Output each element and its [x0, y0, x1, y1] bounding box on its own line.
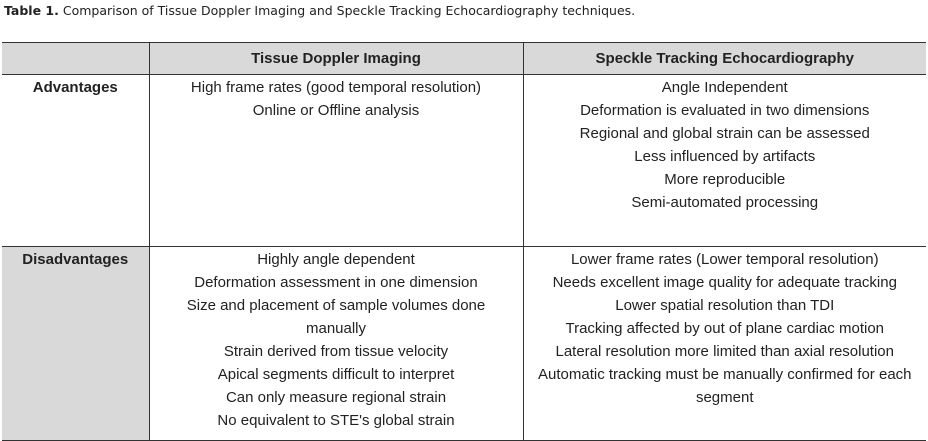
list-item: Highly angle dependent: [257, 251, 415, 268]
tdi-advantages-cell: [149, 75, 523, 247]
table-row-disadvantages: [2, 247, 926, 441]
list-item: Apical segments difficult to interpret: [217, 366, 455, 383]
list-item: High frame rates (good temporal resolution): [190, 79, 482, 96]
header-empty: [2, 43, 149, 75]
row-label-disadvantages: Disadvantages: [22, 251, 129, 268]
list-item: More reproducible: [664, 171, 786, 188]
header-tdi: Tissue Doppler Imaging: [149, 43, 523, 75]
list-item: Needs excellent image quality for adequate tracking: [552, 274, 897, 291]
caption-label: Table 1.: [4, 3, 59, 18]
header-row: [2, 43, 926, 75]
ste-advantages-cell: [523, 75, 926, 247]
row-label-cell: [2, 75, 149, 247]
table-caption: [4, 3, 635, 18]
list-item: Angle Independent: [661, 79, 788, 96]
list-item: Can only measure regional strain: [225, 389, 447, 406]
list-item: Size and placement of sample volumes done manually: [186, 297, 486, 337]
tdi-disadvantages-cell: [149, 247, 523, 441]
list-item: No equivalent to STE's global strain: [217, 412, 455, 429]
row-label-cell: [2, 247, 149, 441]
list-item: Deformation assessment in one dimension: [194, 274, 478, 291]
list-item: Lower frame rates (Lower temporal resolution): [570, 251, 879, 268]
list-item: Semi-automated processing: [631, 194, 819, 211]
list-item: Regional and global strain can be assessed: [579, 125, 870, 142]
caption-text: Comparison of Tissue Doppler Imaging and Speckle Tracking Echocardiography techniques.: [62, 3, 636, 18]
header-ste: Speckle Tracking Echocardiography: [523, 43, 926, 75]
list-item: Online or Offline analysis: [252, 102, 420, 119]
list-item: Strain derived from tissue velocity: [223, 343, 449, 360]
list-item: Deformation is evaluated in two dimensions: [580, 102, 870, 119]
list-item: Lower spatial resolution than TDI: [615, 297, 835, 314]
table-row-advantages: [2, 75, 926, 247]
row-label-advantages: Advantages: [32, 79, 118, 96]
comparison-table: [2, 42, 926, 441]
list-item: Automatic tracking must be manually confirmed for each segment: [538, 366, 912, 406]
list-item: Tracking affected by out of plane cardiac motion: [565, 320, 884, 337]
list-item: Lateral resolution more limited than axial resolution: [555, 343, 894, 360]
ste-disadvantages-cell: [523, 247, 926, 441]
list-item: Less influenced by artifacts: [634, 148, 816, 165]
